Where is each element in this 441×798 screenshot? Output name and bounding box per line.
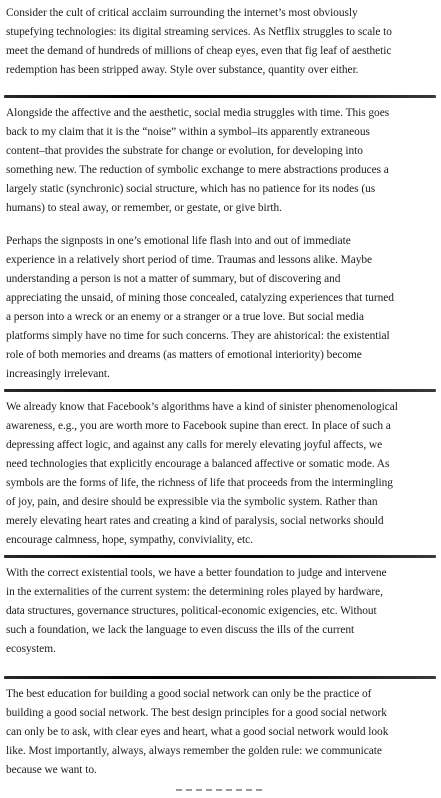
- paragraph-existential-tools: [6, 564, 432, 659]
- page-bottom-mark: [176, 789, 266, 791]
- paragraph-emotional-life: [6, 232, 432, 384]
- paragraph-text: Perhaps the signposts in one’s emotional life flash into and out of immediate experience in a relatively short period of time. Traumas and lessons alike. Maybe understanding a person is not a matter of summary, but of discovering and appreciating the unsaid, of mining those concealed, catalyzing experiences that turned a person into a wreck or an enemy or a stranger or a true love. But social media platforms simply have no time for such concerns. They are ahistorical: the existential role of both memories and dreams (as matters of emotional interiority) become increasingly irrelevant.: [6, 235, 394, 380]
- paragraph-text: With the correct existential tools, we have a better foundation to judge and intervene in the externalities of the current system: the determining roles played by hardware, data structures, governance structures, political-economic exigencies, etc. Without such a foundation, we lack the language to even discuss the ills of the current ecosystem.: [6, 567, 387, 655]
- paragraph-text: The best education for building a good social network can only be the practice of building a good social network. The best design principles for a good social network can only be to ask, with clear eyes and heart, what a good social network would look like. Most importantly, always, always remember the golden rule: we communicate because we want to.: [6, 688, 389, 776]
- paragraph-education: [6, 685, 432, 780]
- section-divider: [4, 676, 436, 679]
- paragraph-time: [6, 104, 432, 218]
- paragraph-facebook: [6, 398, 432, 550]
- section-divider: [4, 95, 436, 98]
- paragraph-text: Alongside the affective and the aesthetic, social media struggles with time. This goes back to my claim that it is the “noise” within a symbol–its apparently extraneous content–that provides the substrate for change or evolution, for developing into something new. The reduction of symbolic exchange to mere abstractions produces a largely static (synchronic) social structure, which has no patience for its nodes (us humans) to steal away, or remember, or gestate, or give birth.: [6, 107, 390, 214]
- paragraph-streaming: [6, 4, 432, 80]
- paragraph-text: We already know that Facebook’s algorithms have a kind of sinister phenomenological awareness, e.g., you are worth more to Facebook supine than erect. In place of such a depressing affect logic, and against any calls for merely elevating joyful affects, we need technologies that explicitly encourage a balanced affective or somatic mode. As symbols are the forms of life, the richness of life that proceeds from the intermingling of joy, pain, and desire should be expressible via the symbolic system. Rather than merely elevating heart rates and creating a kind of paralysis, social networks should encourage calmness, hope, sympathy, conviviality, etc.: [6, 401, 398, 546]
- section-divider: [4, 555, 436, 558]
- section-divider: [4, 389, 436, 392]
- paragraph-text: Consider the cult of critical acclaim surrounding the internet’s most obviously stupefying technologies: its digital streaming services. As Netflix struggles to scale to meet the demand of hundreds of millions of cheap eyes, even that fig leaf of aesthetic redemption has been stripped away. Style over substance, quantity over either.: [6, 7, 392, 76]
